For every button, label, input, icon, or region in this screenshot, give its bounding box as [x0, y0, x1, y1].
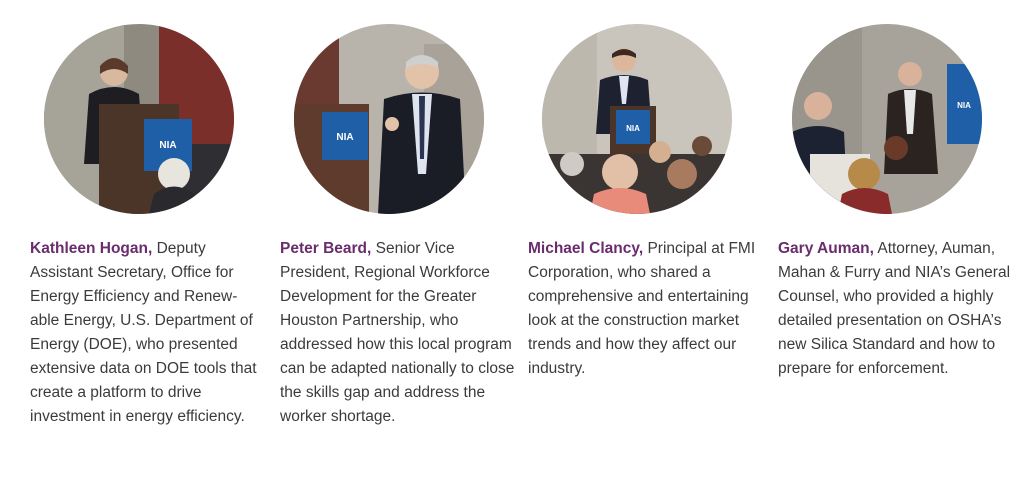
speaker-name: Gary Auman,: [778, 240, 874, 257]
speaker-photo-beard: [294, 24, 484, 214]
podium-sign-text: NIA: [957, 101, 971, 110]
speaker-description: Deputy Assistant Secretary, Office for Energy Efficiency and Renew-able Energy, U.S. Department of Energy (DOE), who presented extensive data on DOE tools that create a platform to drive investment in energy efficiency.: [30, 240, 257, 425]
speaker-description: Attorney, Auman, Mahan & Furry and NIA’s General Counsel, who provided a highly detailed presentation on OSHA’s new Silica Standard and how to prepare for enforcement.: [778, 240, 1011, 377]
podium-sign-text: NIA: [159, 140, 177, 151]
speaker-photo-auman: [792, 24, 982, 214]
speaker-caption-clancy: [528, 237, 764, 381]
podium-sign-text: NIA: [336, 132, 354, 143]
speaker-photo-hogan: [44, 24, 234, 214]
speaker-caption-hogan: [30, 237, 266, 429]
speaker-caption-beard: [280, 237, 516, 429]
speaker-name: Michael Clancy,: [528, 240, 644, 257]
speaker-name: Peter Beard,: [280, 240, 372, 257]
speaker-description: Principal at FMI Corporation, who shared a comprehensive and entertaining look at the construction market trends and how they affect our industry.: [528, 240, 756, 377]
podium-sign-text: NIA: [626, 124, 640, 133]
speaker-caption-auman: [778, 237, 1014, 381]
speaker-description: Senior Vice President, Regional Workforce Development for the Greater Houston Partnership, who addressed how this local program can be adapted nationally to close the skills gap and address the worker shortage.: [280, 240, 515, 425]
speaker-name: Kathleen Hogan,: [30, 240, 153, 257]
speaker-photo-clancy: [542, 24, 732, 214]
